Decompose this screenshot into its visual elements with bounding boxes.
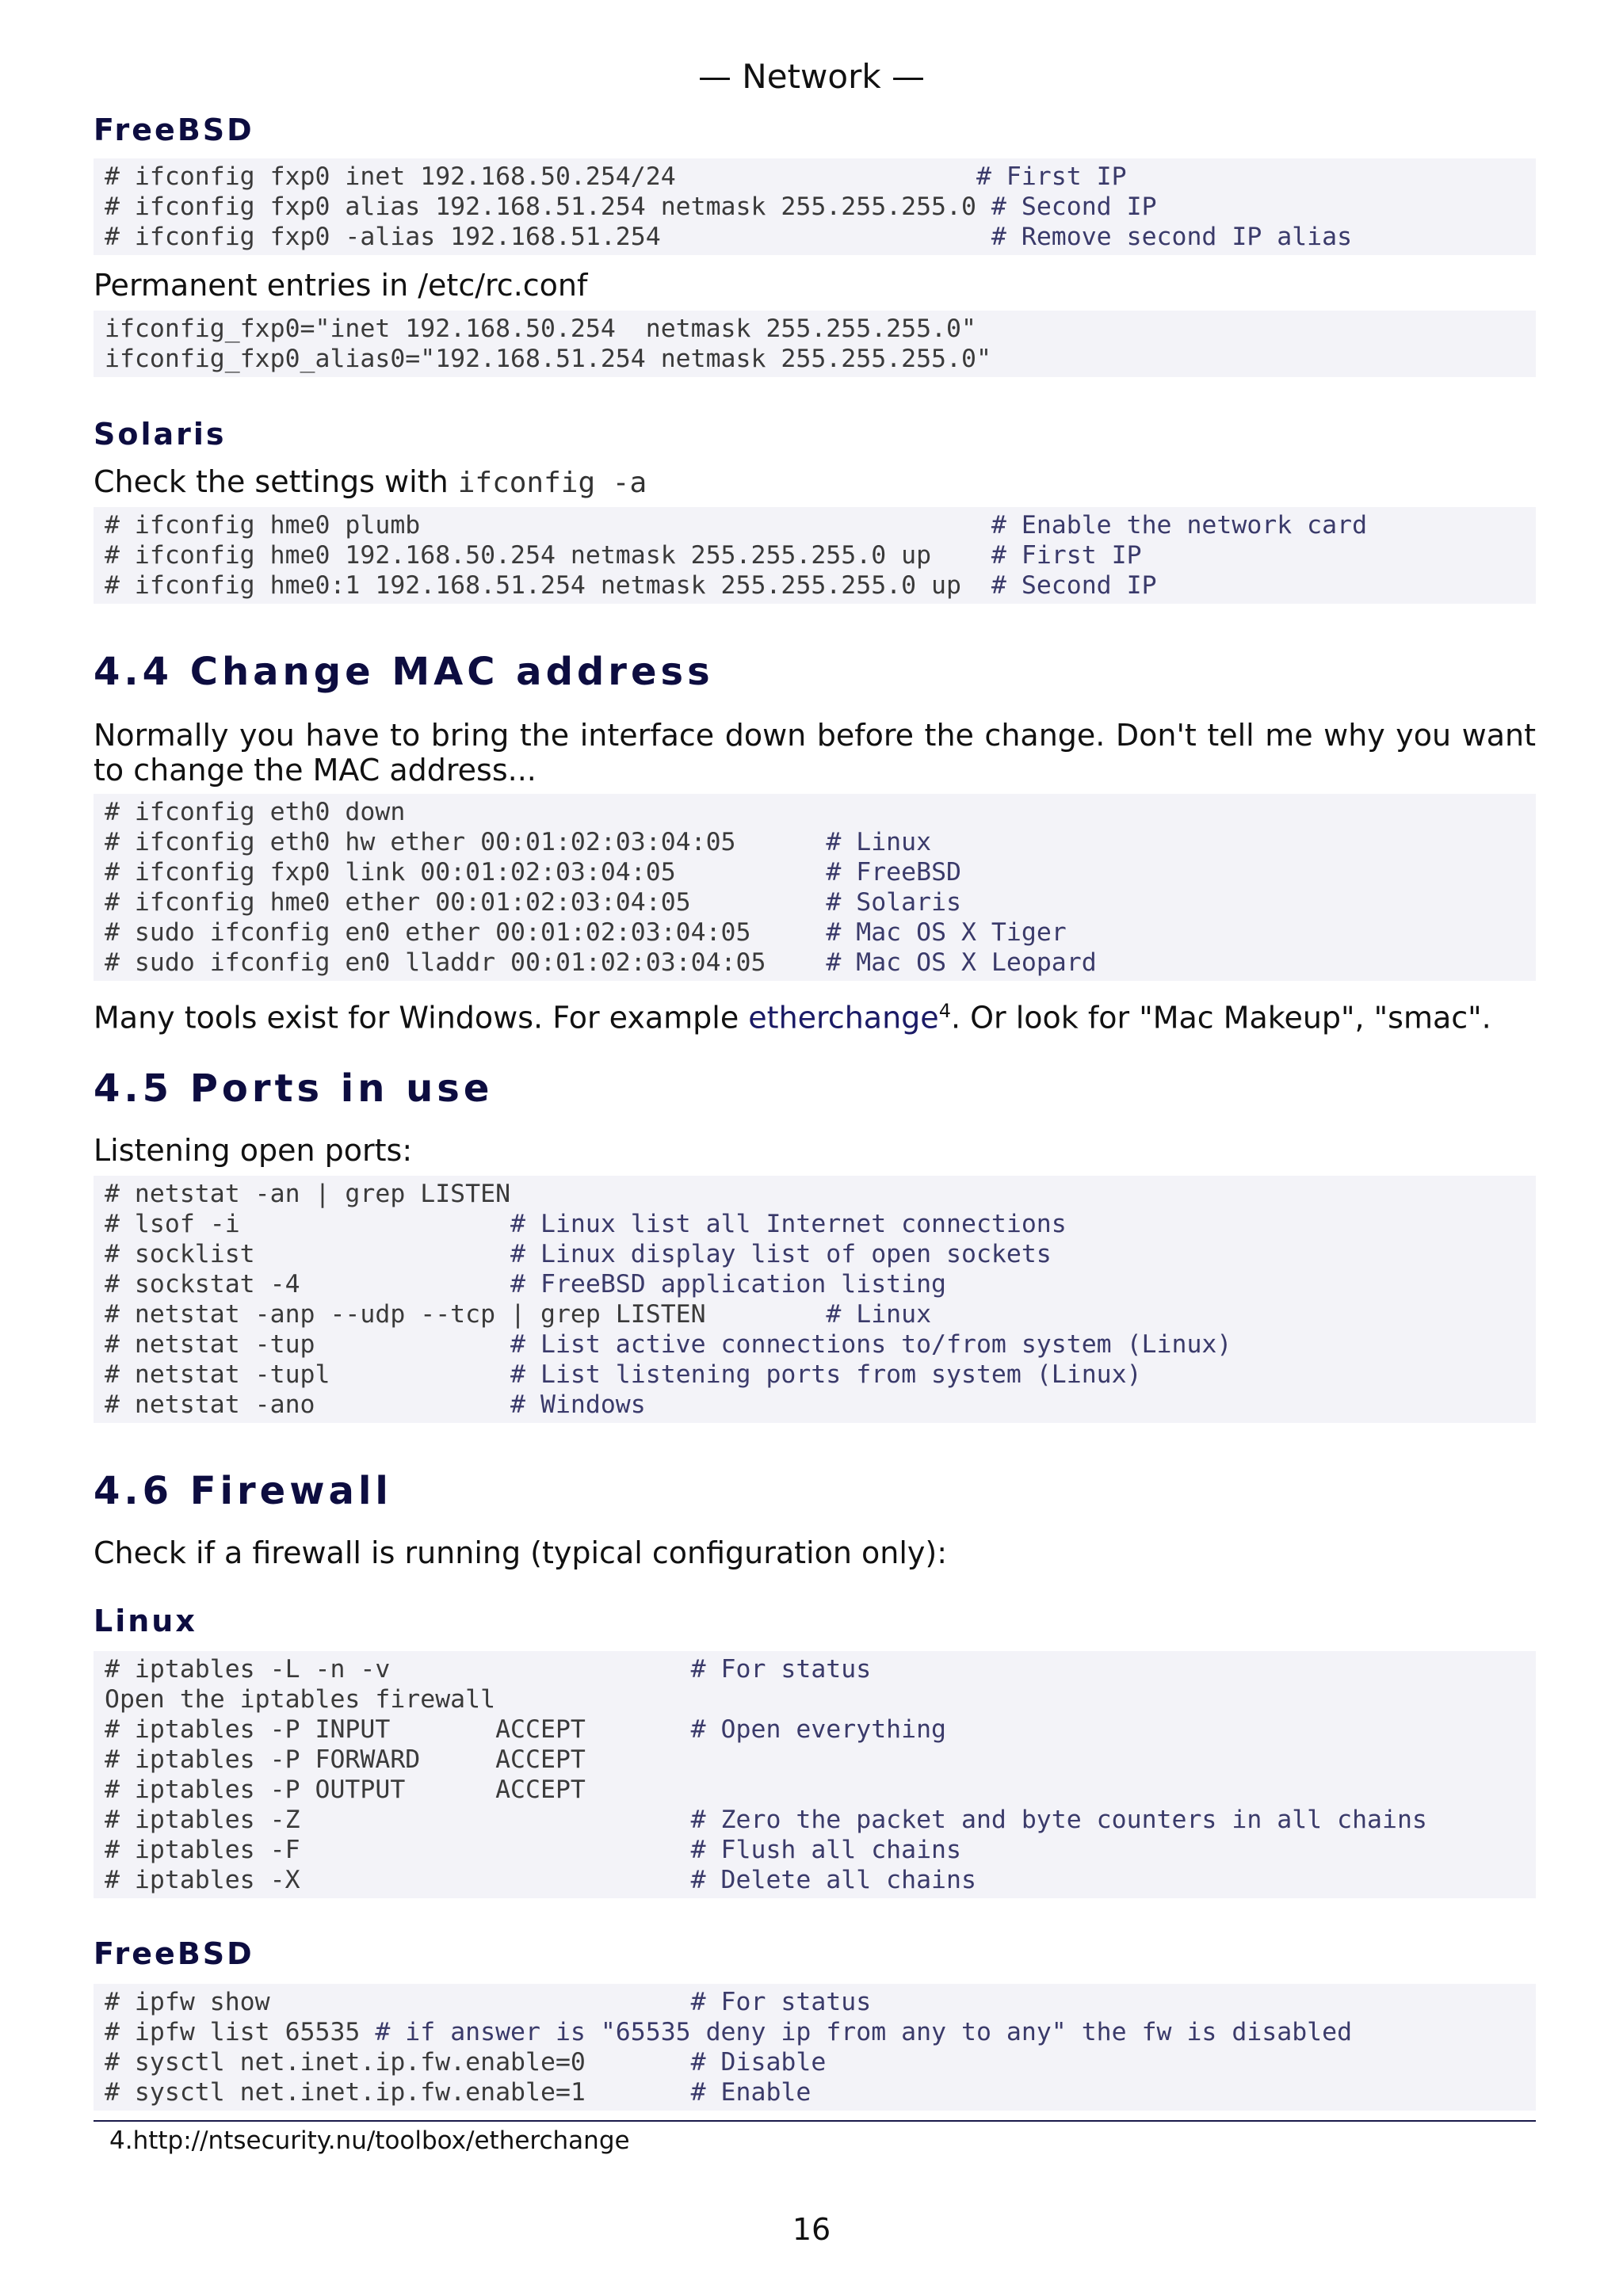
code-command: # sockstat -4 xyxy=(105,1270,511,1299)
code-comment: # FreeBSD xyxy=(826,858,961,887)
code-line xyxy=(105,1390,1525,1420)
freebsd-firewall-heading: FreeBSD xyxy=(94,1936,254,1971)
code-line xyxy=(105,2077,1525,2107)
code-line xyxy=(105,570,1525,601)
code-line xyxy=(105,1360,1525,1390)
code-comment: # First IP xyxy=(976,162,1127,191)
page-header: — Network — xyxy=(697,57,926,96)
mac-tools-before: Many tools exist for Windows. For example xyxy=(94,1000,749,1035)
code-comment: # Solaris xyxy=(826,888,961,917)
mac-intro-text: Normally you have to bring the interface down before the change. Don't tell me why you want to change the MAC address... xyxy=(94,718,1536,788)
code-command: # netstat -an | grep LISTEN xyxy=(105,1180,511,1208)
ports-code xyxy=(94,1176,1536,1423)
code-command: # sudo ifconfig en0 lladdr 00:01:02:03:04:05 xyxy=(105,948,827,977)
code-command: # socklist xyxy=(105,1240,511,1268)
code-comment: # Linux xyxy=(826,1300,932,1329)
code-comment: # Zero the packet and byte counters in all chains xyxy=(690,1806,1427,1834)
solaris-heading: Solaris xyxy=(94,417,227,452)
code-command: # iptables -P INPUT ACCEPT xyxy=(105,1715,691,1744)
code-line xyxy=(105,948,1525,978)
code-comment: # Linux display list of open sockets xyxy=(510,1240,1052,1268)
footnote-divider xyxy=(94,2120,1536,2122)
code-command: # ifconfig fxp0 link 00:01:02:03:04:05 xyxy=(105,858,827,887)
code-command: # sudo ifconfig en0 ether 00:01:02:03:04:05 xyxy=(105,918,827,947)
ports-text: Listening open ports: xyxy=(94,1133,413,1168)
code-line xyxy=(105,887,1525,917)
code-comment: # Disable xyxy=(690,2048,827,2077)
code-comment: # Mac OS X Leopard xyxy=(826,948,1097,977)
code-command: # netstat -anp --udp --tcp | grep LISTEN xyxy=(105,1300,827,1329)
code-line xyxy=(105,222,1525,252)
code-comment: # if answer is "65535 deny ip from any to any" the fw is disabled xyxy=(375,2018,1353,2046)
code-line xyxy=(105,1835,1525,1865)
code-command: # ifconfig hme0 ether 00:01:02:03:04:05 xyxy=(105,888,827,917)
code-command: # iptables -L -n -v xyxy=(105,1655,691,1684)
rc-conf-text: Permanent entries in /etc/rc.conf xyxy=(94,268,588,303)
code-line xyxy=(105,314,1525,344)
code-comment: # List active connections to/from system (Linux) xyxy=(510,1330,1232,1359)
code-comment: # First IP xyxy=(991,541,1142,570)
solaris-text-label: Check the settings with xyxy=(94,464,458,499)
code-command: # lsof -i xyxy=(105,1210,511,1238)
code-line xyxy=(105,1775,1525,1805)
code-comment: # Remove second IP alias xyxy=(991,223,1353,251)
etherchange-link[interactable]: etherchange xyxy=(748,1000,939,1035)
code-line xyxy=(105,1987,1525,2017)
freebsd-firewall-code xyxy=(94,1984,1536,2111)
code-line xyxy=(105,1684,1525,1714)
freebsd-heading: FreeBSD xyxy=(94,113,254,147)
code-comment: # List listening ports from system (Linux) xyxy=(510,1360,1142,1389)
code-command: # netstat -tup xyxy=(105,1330,511,1359)
code-line xyxy=(105,1745,1525,1775)
code-line xyxy=(105,2017,1525,2047)
code-line xyxy=(105,1209,1525,1239)
code-comment: # Delete all chains xyxy=(690,1866,976,1894)
section-title-ports: 4.5 Ports in use xyxy=(94,1066,494,1111)
code-command: # iptables -P OUTPUT ACCEPT xyxy=(105,1775,586,1804)
linux-heading: Linux xyxy=(94,1604,197,1638)
code-line xyxy=(105,1654,1525,1684)
code-command: # ipfw show xyxy=(105,1988,691,2016)
code-command: # ifconfig fxp0 inet 192.168.50.254/24 xyxy=(105,162,976,191)
code-comment: # Second IP xyxy=(991,193,1157,221)
code-comment: # Windows xyxy=(510,1390,646,1419)
solaris-ifconfig-code xyxy=(94,507,1536,604)
code-command: # netstat -tupl xyxy=(105,1360,511,1389)
code-comment: # Enable xyxy=(690,2078,812,2107)
code-command: # ifconfig hme0 plumb xyxy=(105,511,991,540)
code-command: # sysctl net.inet.ip.fw.enable=0 xyxy=(105,2048,691,2077)
code-line xyxy=(105,1714,1525,1745)
code-command: # ipfw list 65535 xyxy=(105,2018,376,2046)
code-line xyxy=(105,1805,1525,1835)
code-command: # iptables -X xyxy=(105,1866,691,1894)
code-command: # ifconfig hme0:1 192.168.51.254 netmask 255.255.255.0 up xyxy=(105,571,991,600)
mac-tools-text xyxy=(94,994,1491,1035)
code-comment: # For status xyxy=(690,1655,872,1684)
code-command: # iptables -P FORWARD ACCEPT xyxy=(105,1745,586,1774)
code-comment: # Enable the network card xyxy=(991,511,1368,540)
code-line xyxy=(105,917,1525,948)
code-command: # ifconfig eth0 down xyxy=(105,798,406,826)
code-comment: # Open everything xyxy=(690,1715,947,1744)
code-comment: # Linux xyxy=(826,828,932,856)
code-line xyxy=(105,2047,1525,2077)
code-line xyxy=(105,162,1525,192)
code-command: # iptables -F xyxy=(105,1836,691,1864)
code-line xyxy=(105,510,1525,540)
code-line xyxy=(105,797,1525,827)
code-command: # netstat -ano xyxy=(105,1390,511,1419)
code-comment: # For status xyxy=(690,1988,872,2016)
footnote-ref: 4 xyxy=(938,1000,951,1022)
freebsd-ifconfig-code xyxy=(94,158,1536,255)
code-comment: # Flush all chains xyxy=(690,1836,961,1864)
code-command: Open the iptables firewall xyxy=(105,1685,496,1714)
code-line xyxy=(105,344,1525,374)
page-number: 16 xyxy=(792,2212,831,2247)
code-command: # sysctl net.inet.ip.fw.enable=1 xyxy=(105,2078,691,2107)
solaris-text xyxy=(94,464,647,501)
code-comment: # Second IP xyxy=(991,571,1157,600)
rc-conf-code xyxy=(94,311,1536,377)
section-title-mac: 4.4 Change MAC address xyxy=(94,650,714,694)
code-command: # ifconfig hme0 192.168.50.254 netmask 255.255.255.0 up xyxy=(105,541,991,570)
linux-firewall-code xyxy=(94,1651,1536,1898)
code-line xyxy=(105,1299,1525,1329)
code-line xyxy=(105,827,1525,857)
footnote: 4.http://ntsecurity.nu/toolbox/etherchange xyxy=(109,2126,630,2155)
section-title-firewall: 4.6 Firewall xyxy=(94,1469,392,1513)
code-command: # ifconfig fxp0 alias 192.168.51.254 netmask 255.255.255.0 xyxy=(105,193,991,221)
solaris-inline-code: ifconfig -a xyxy=(457,467,647,499)
code-command: # ifconfig eth0 hw ether 00:01:02:03:04:05 xyxy=(105,828,827,856)
code-command: # ifconfig fxp0 -alias 192.168.51.254 xyxy=(105,223,991,251)
code-line xyxy=(105,540,1525,570)
code-line xyxy=(105,1269,1525,1299)
code-comment: # FreeBSD application listing xyxy=(510,1270,947,1299)
code-comment: # Mac OS X Tiger xyxy=(826,918,1067,947)
code-command: ifconfig_fxp0_alias0="192.168.51.254 netmask 255.255.255.0" xyxy=(105,345,991,373)
code-line xyxy=(105,192,1525,222)
firewall-text: Check if a firewall is running (typical configuration only): xyxy=(94,1535,948,1570)
code-line xyxy=(105,1865,1525,1895)
code-command: ifconfig_fxp0="inet 192.168.50.254 netmask 255.255.255.0" xyxy=(105,315,976,343)
mac-tools-after: . Or look for "Mac Makeup", "smac". xyxy=(950,1000,1491,1035)
code-comment: # Linux list all Internet connections xyxy=(510,1210,1067,1238)
code-line xyxy=(105,1239,1525,1269)
code-line xyxy=(105,1179,1525,1209)
code-line xyxy=(105,857,1525,887)
code-line xyxy=(105,1329,1525,1360)
code-command: # iptables -Z xyxy=(105,1806,691,1834)
mac-change-code xyxy=(94,794,1536,981)
